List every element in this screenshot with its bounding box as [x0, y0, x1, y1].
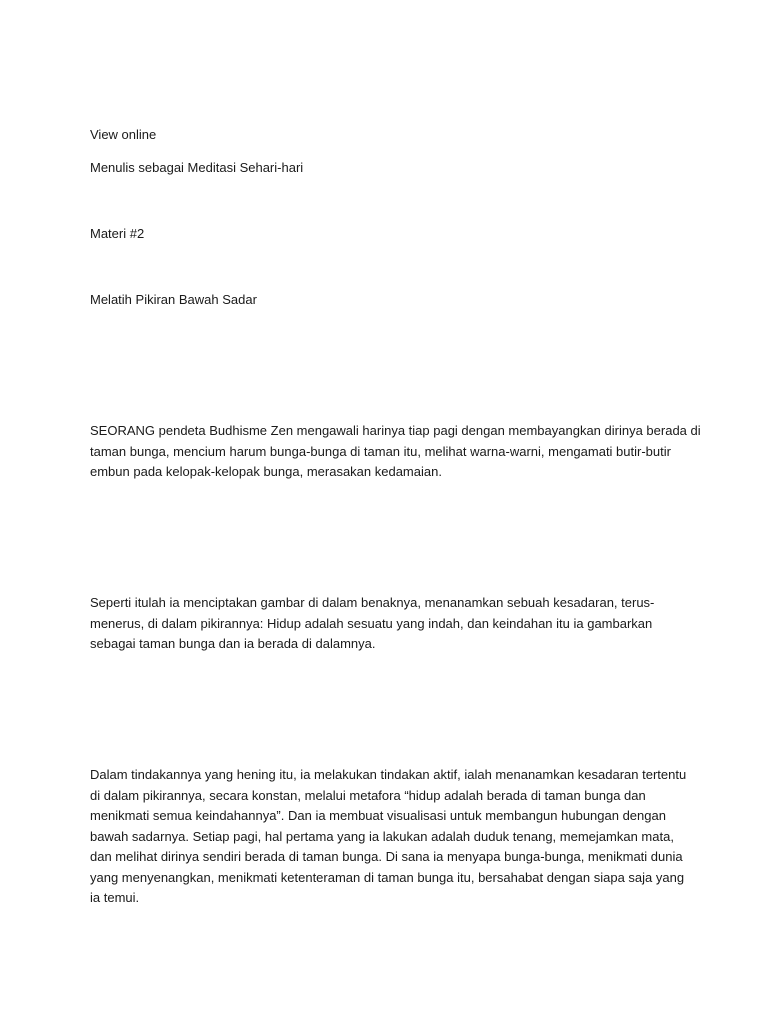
paragraph-line: embun pada kelopak-kelopak bunga, merasakan kedamaian. — [90, 464, 442, 479]
paragraph-1 — [90, 421, 701, 483]
paragraph-line: Dalam tindakannya yang hening itu, ia melakukan tindakan aktif, ialah menanamkan kesadaran tertentu — [90, 767, 687, 782]
view-online-link[interactable]: View online — [90, 127, 157, 142]
material-number: Materi #2 — [90, 226, 145, 241]
paragraph-line: taman bunga, mencium harum bunga-bunga di taman itu, melihat warna-warni, mengamati butir-butir — [90, 443, 671, 459]
paragraph-2 — [90, 593, 690, 655]
paragraph-line: sebagai taman bunga dan ia berada di dalamnya. — [90, 636, 376, 651]
paragraph-line: dan melihat dirinya sendiri berada di taman bunga. Di sana ia menyapa bunga-bunga, menikmati dunia — [90, 849, 683, 864]
paragraph-line: Seperti itulah ia menciptakan gambar di dalam benaknya, menanamkan sebuah kesadaran, terus- — [90, 595, 655, 610]
document-subtitle: Melatih Pikiran Bawah Sadar — [90, 292, 257, 307]
paragraph-line: ia temui. — [90, 890, 140, 905]
paragraph-line: bawah sadarnya. Setiap pagi, hal pertama yang ia lakukan adalah duduk tenang, memejamkan mata, — [90, 828, 674, 844]
paragraph-line: yang menyenangkan, menikmati ketenteraman di taman bunga itu, bersahabat dengan siapa saja yang — [90, 869, 685, 885]
paragraph-line: menerus, di dalam pikirannya: Hidup adalah sesuatu yang indah, dan keindahan itu ia gambarkan — [90, 615, 653, 631]
paragraph-3 — [90, 765, 690, 909]
document-title: Menulis sebagai Meditasi Sehari-hari — [90, 160, 304, 175]
paragraph-line: menikmati semua keindahannya”. Dan ia membuat visualisasi untuk membangun hubungan dengan — [90, 808, 666, 823]
paragraph-line: di dalam pikirannya, secara konstan, melalui metafora “hidup adalah berada di taman bunga dan — [90, 787, 646, 803]
paragraph-line: SEORANG pendeta Budhisme Zen mengawali harinya tiap pagi dengan membayangkan dirinya berada di — [90, 423, 701, 438]
